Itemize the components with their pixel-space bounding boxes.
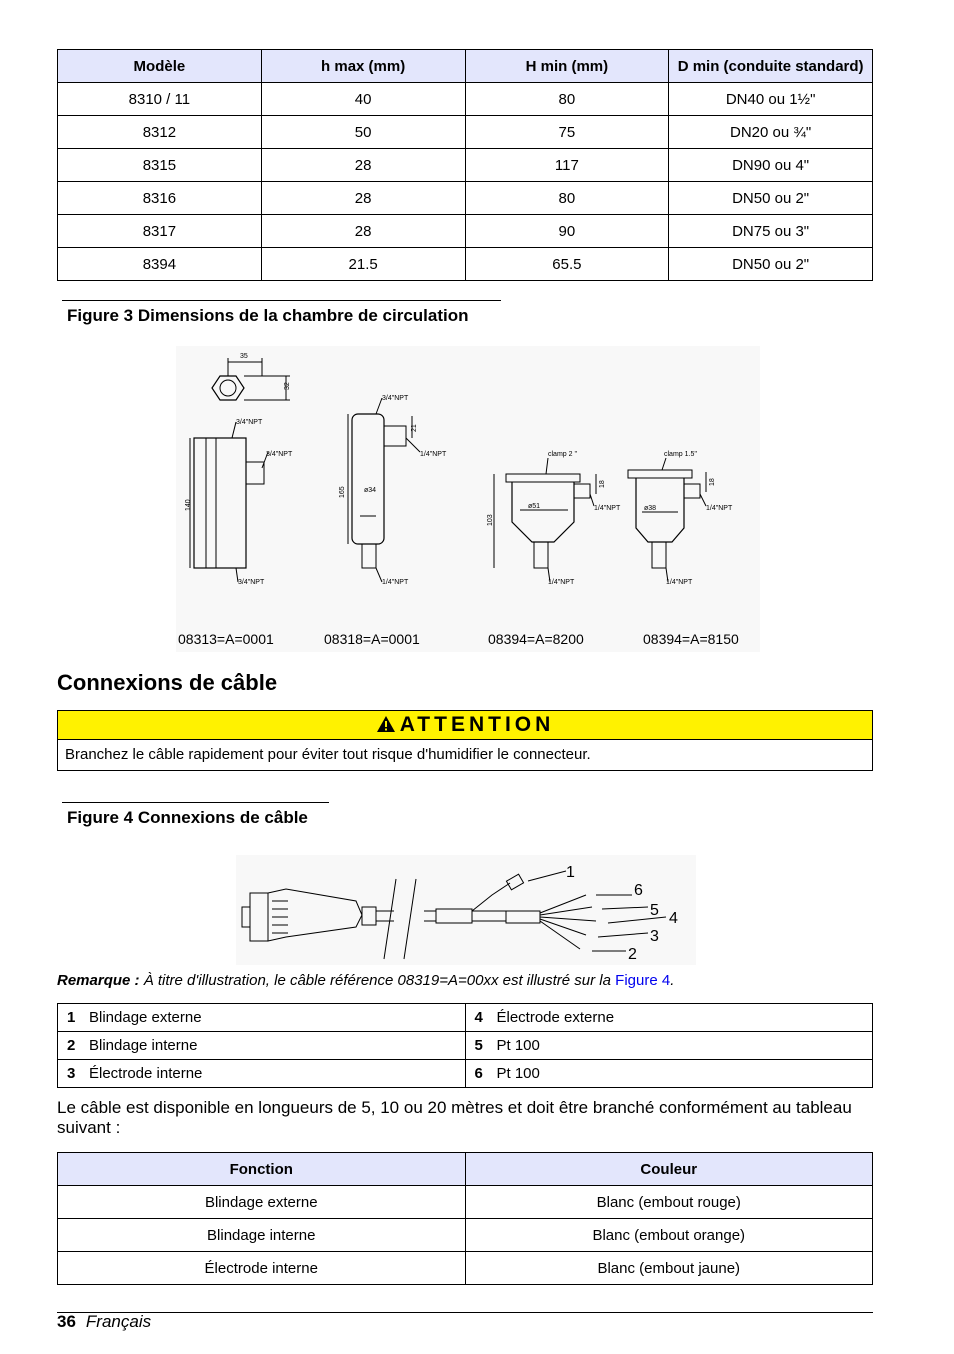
note-text: À titre d'illustration, le câble référence 08319=A=00xx est illustré sur la bbox=[143, 972, 611, 989]
header-cell: Fonction bbox=[58, 1153, 466, 1186]
table-cell: 8394 bbox=[58, 248, 262, 281]
callout-3: 3 bbox=[650, 928, 659, 945]
table-cell: 90 bbox=[465, 215, 669, 248]
table-cell: 28 bbox=[261, 149, 465, 182]
npt14-label: 1/4"NPT bbox=[594, 505, 621, 512]
table-cell: 8316 bbox=[58, 182, 262, 215]
npt34-label: 3/4"NPT bbox=[236, 419, 263, 426]
part-number-label: 08313=A=0001 bbox=[178, 631, 274, 647]
callout-4: 4 bbox=[669, 910, 678, 927]
dim-35-label: 35 bbox=[240, 353, 248, 360]
dim-165-label: 165 bbox=[339, 486, 346, 498]
table-cell: 80 bbox=[465, 83, 669, 116]
dim-103-label: 103 bbox=[487, 514, 494, 526]
table-cell: Blanc (embout orange) bbox=[465, 1219, 873, 1252]
attention-box bbox=[57, 710, 873, 771]
note-end: . bbox=[670, 972, 675, 989]
table-cell: 50 bbox=[261, 116, 465, 149]
npt14-label: 1/4"NPT bbox=[382, 579, 409, 586]
note-label: Remarque : bbox=[57, 972, 140, 989]
legend-table bbox=[57, 1003, 873, 1088]
npt14-label: 1/4"NPT bbox=[548, 579, 575, 586]
legend-cell: 6 Pt 100 bbox=[465, 1060, 873, 1088]
table-row bbox=[58, 1219, 873, 1252]
dim-18-label: 18 bbox=[599, 480, 606, 488]
part-number-label: 08394=A=8150 bbox=[643, 631, 739, 647]
attention-text: Branchez le câble rapidement pour éviter tout risque d'humidifier le connecteur. bbox=[65, 746, 591, 763]
table-cell: DN50 ou 2" bbox=[669, 248, 873, 281]
footer-language: Français bbox=[85, 1312, 152, 1331]
cable-color-table bbox=[57, 1152, 873, 1285]
table-cell: 8310 / 11 bbox=[58, 83, 262, 116]
table-cell: 8315 bbox=[58, 149, 262, 182]
dim-d34-label: ø34 bbox=[364, 487, 377, 494]
figure-4-caption: Figure 4 Connexions de câble bbox=[62, 802, 329, 828]
dimensions-table bbox=[57, 49, 873, 281]
table-cell: Blindage interne bbox=[58, 1219, 466, 1252]
dim-32-label: 32 bbox=[284, 382, 291, 390]
table-row bbox=[58, 1004, 873, 1032]
table-cell: 8312 bbox=[58, 116, 262, 149]
page-number: 36 bbox=[57, 1312, 76, 1331]
table-row bbox=[58, 149, 873, 182]
table-row bbox=[58, 1032, 873, 1060]
legend-cell: 5 Pt 100 bbox=[465, 1032, 873, 1060]
npt14-label: 1/4"NPT bbox=[706, 505, 733, 512]
table-cell: DN75 ou 3" bbox=[669, 215, 873, 248]
npt34-label: 3/4"NPT bbox=[382, 395, 409, 402]
footer-divider bbox=[57, 1312, 873, 1313]
table-row bbox=[58, 83, 873, 116]
table-row bbox=[58, 182, 873, 215]
page-footer bbox=[57, 1312, 151, 1332]
table-cell: 40 bbox=[261, 83, 465, 116]
table-cell: 21.5 bbox=[261, 248, 465, 281]
table-row bbox=[58, 248, 873, 281]
table-cell: Électrode interne bbox=[58, 1252, 466, 1285]
table-header-row bbox=[58, 50, 873, 83]
table-cell: 80 bbox=[465, 182, 669, 215]
part-number-label: 08394=A=8200 bbox=[488, 631, 584, 647]
table-cell: Blanc (embout jaune) bbox=[465, 1252, 873, 1285]
table-row bbox=[58, 1186, 873, 1219]
note bbox=[57, 972, 674, 989]
table-cell: 65.5 bbox=[465, 248, 669, 281]
attention-title: ATTENTION bbox=[399, 713, 555, 736]
npt14-label: 1/4"NPT bbox=[666, 579, 693, 586]
callout-5: 5 bbox=[650, 902, 659, 919]
npt34-label: 3/4"NPT bbox=[238, 579, 265, 586]
attention-header bbox=[58, 711, 872, 740]
header-cell: H min (mm) bbox=[465, 50, 669, 83]
table-cell: DN50 ou 2" bbox=[669, 182, 873, 215]
dim-140-label: 140 bbox=[185, 499, 192, 511]
legend-cell: 4 Électrode externe bbox=[465, 1004, 873, 1032]
callout-2: 2 bbox=[628, 946, 637, 963]
table-cell: 117 bbox=[465, 149, 669, 182]
table-cell: 28 bbox=[261, 182, 465, 215]
table-cell: 8317 bbox=[58, 215, 262, 248]
figure-3-caption: Figure 3 Dimensions de la chambre de circulation bbox=[62, 300, 501, 326]
header-cell: Modèle bbox=[58, 50, 262, 83]
clamp2-label: clamp 2 '' bbox=[548, 451, 578, 458]
table-row bbox=[58, 1252, 873, 1285]
table-cell: 75 bbox=[465, 116, 669, 149]
legend-cell: 2 Blindage interne bbox=[58, 1032, 466, 1060]
legend-cell: 3 Électrode interne bbox=[58, 1060, 466, 1088]
table-cell: Blindage externe bbox=[58, 1186, 466, 1219]
figure-3-drawing bbox=[176, 346, 760, 652]
table-row bbox=[58, 1060, 873, 1088]
dim-18-label: 18 bbox=[709, 478, 716, 486]
npt14-label: 1/4"NPT bbox=[420, 451, 447, 458]
body-paragraph: Le câble est disponible en longueurs de 5, 10 ou 20 mètres et doit être branché conformément au tableau suivant : bbox=[57, 1098, 852, 1137]
table-header-row bbox=[58, 1153, 873, 1186]
npt34-label: 3/4"NPT bbox=[266, 451, 293, 458]
clamp15-label: clamp 1.5'' bbox=[664, 451, 698, 458]
legend-cell: 1 Blindage externe bbox=[58, 1004, 466, 1032]
dim-21-label: 21 bbox=[411, 424, 418, 432]
table-row bbox=[58, 215, 873, 248]
header-cell: Couleur bbox=[465, 1153, 873, 1186]
table-cell: 28 bbox=[261, 215, 465, 248]
table-cell: DN20 ou ¾" bbox=[669, 116, 873, 149]
table-row bbox=[58, 116, 873, 149]
warning-triangle-icon bbox=[376, 715, 396, 733]
header-cell: D min (conduite standard) bbox=[669, 50, 873, 83]
section-title: Connexions de câble bbox=[57, 670, 278, 695]
dim-d51-label: ø51 bbox=[528, 503, 541, 510]
figure-4-drawing bbox=[236, 855, 696, 965]
header-cell: h max (mm) bbox=[261, 50, 465, 83]
dim-d38-label: ø38 bbox=[644, 505, 657, 512]
part-number-label: 08318=A=0001 bbox=[324, 631, 420, 647]
table-cell: Blanc (embout rouge) bbox=[465, 1186, 873, 1219]
callout-1: 1 bbox=[566, 864, 575, 881]
table-cell: DN40 ou 1½" bbox=[669, 83, 873, 116]
callout-6: 6 bbox=[634, 882, 643, 899]
table-cell: DN90 ou 4" bbox=[669, 149, 873, 182]
figure-4-link[interactable]: Figure 4 bbox=[615, 972, 671, 989]
